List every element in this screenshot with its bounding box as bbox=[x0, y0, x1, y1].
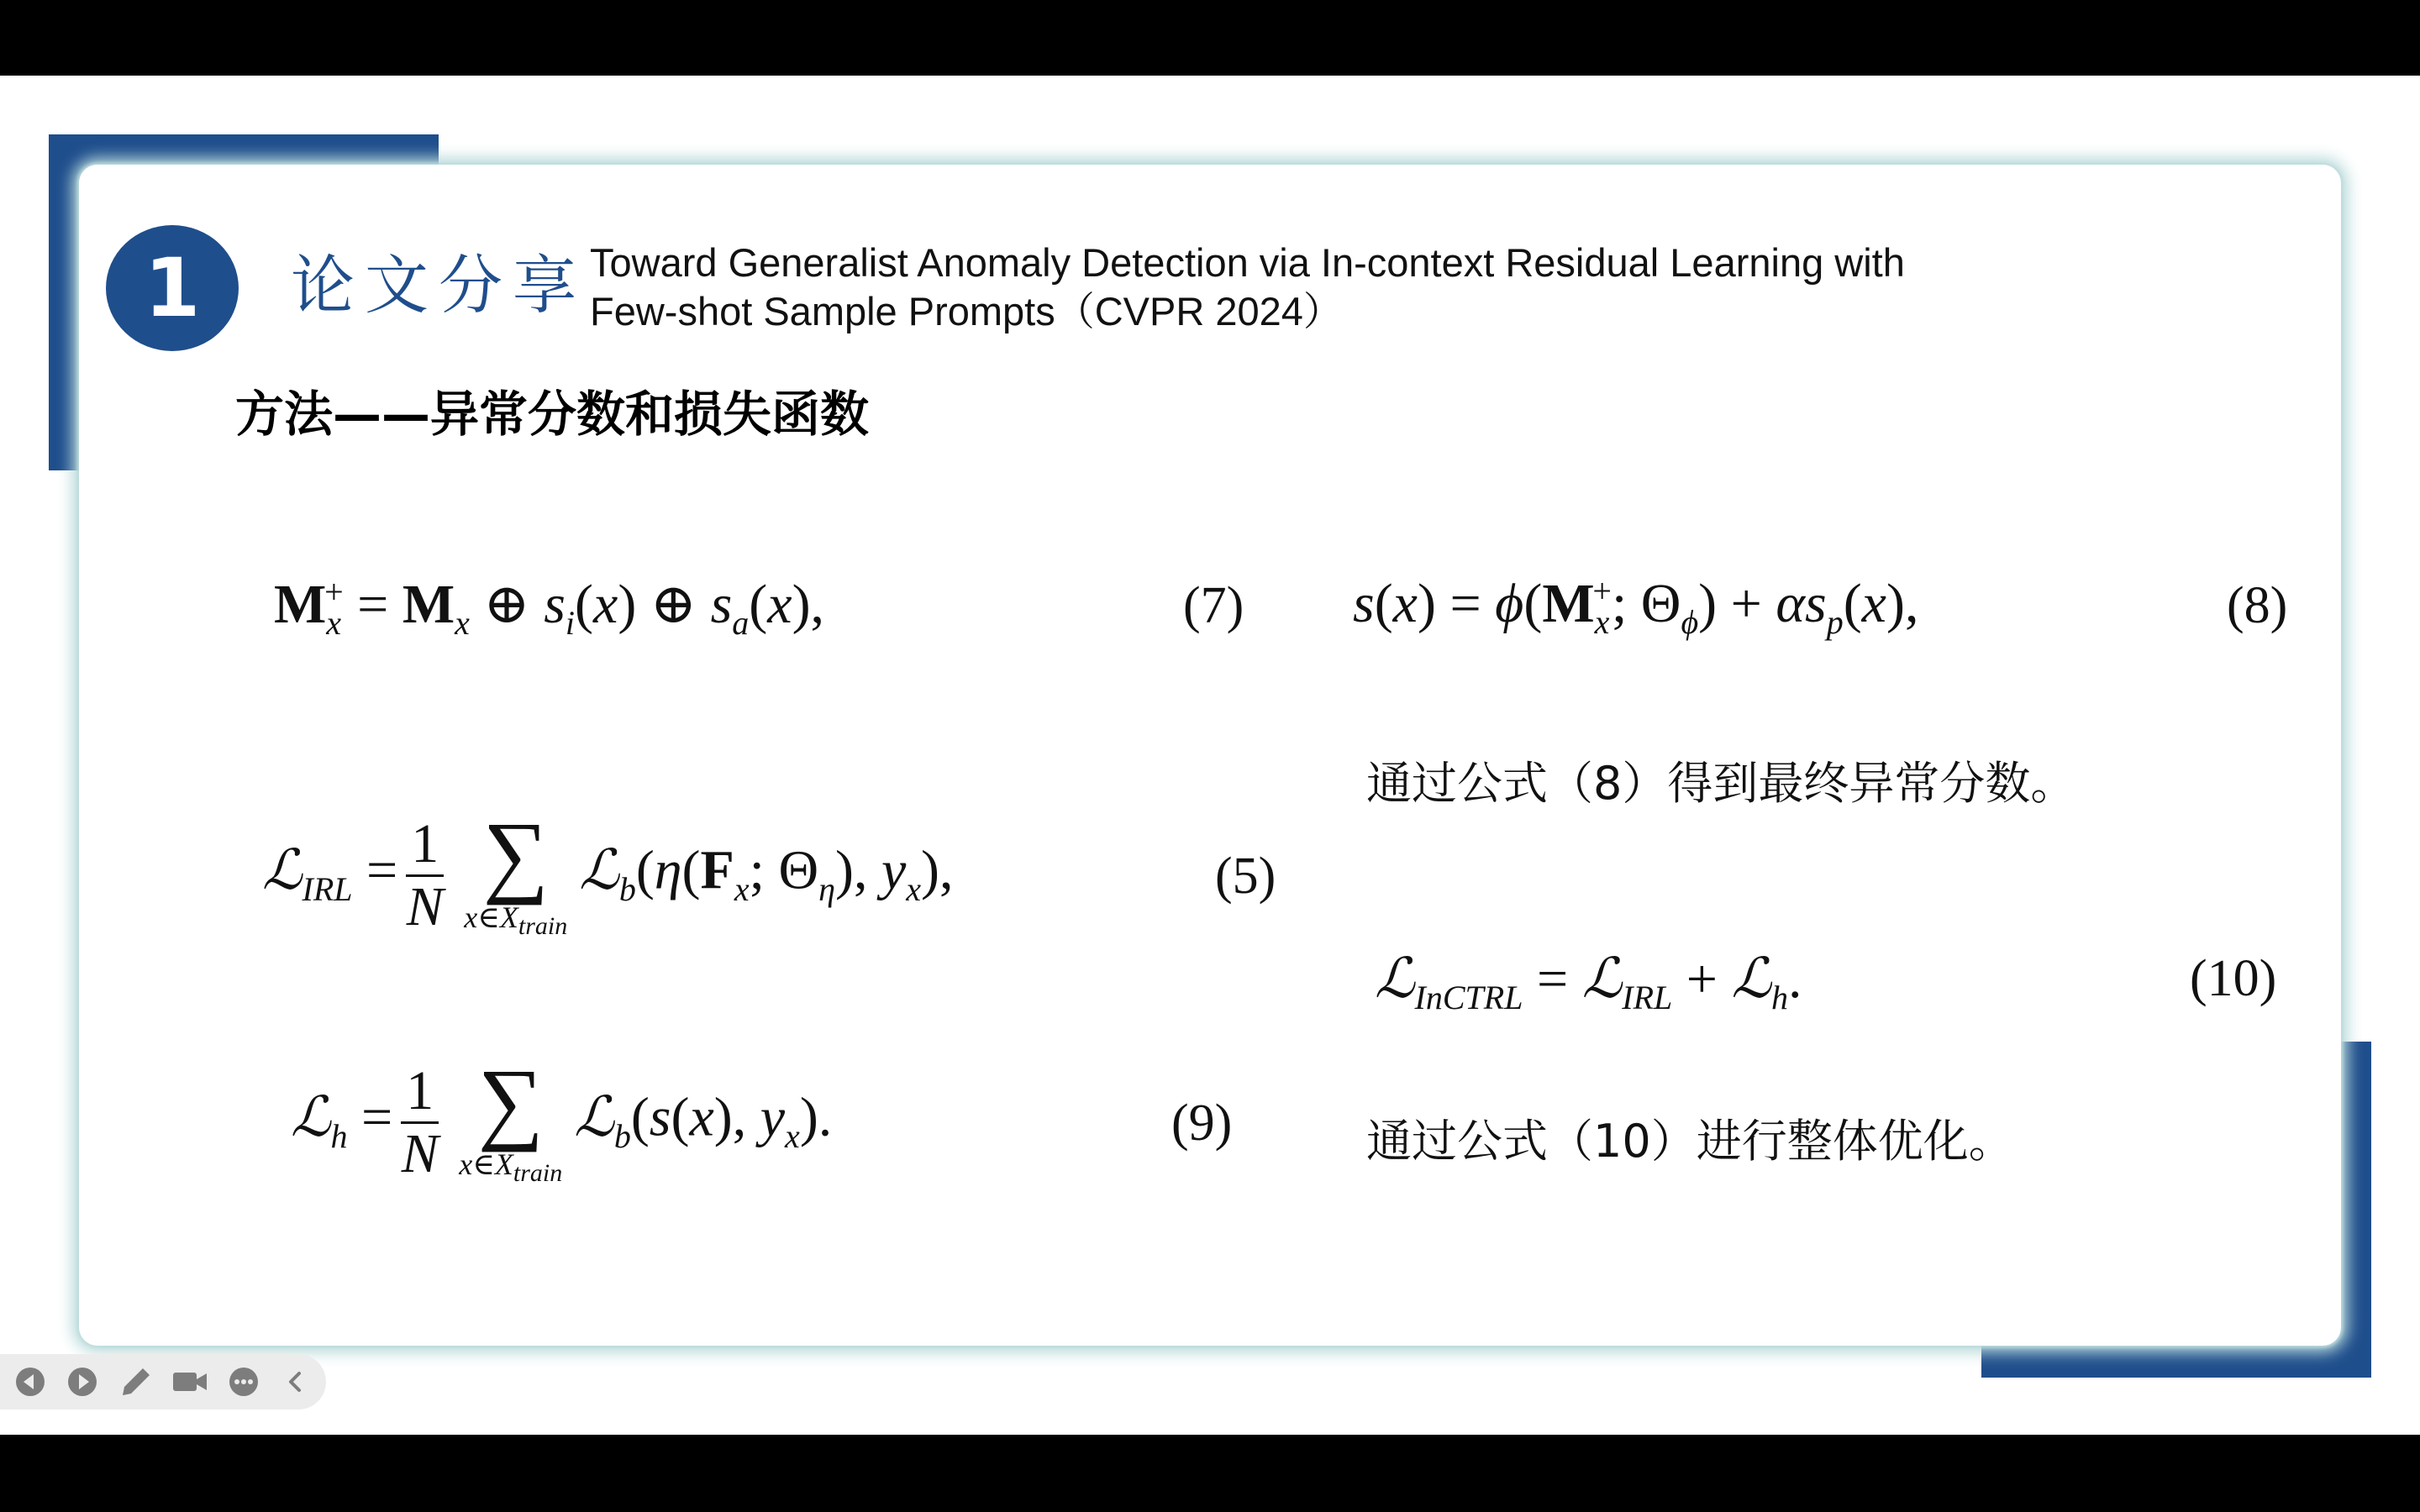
note-equation-8: 通过公式（8）得到最终异常分数。 bbox=[1366, 757, 2076, 810]
bottom-black-bar bbox=[0, 1435, 2420, 1512]
collapse-icon[interactable] bbox=[279, 1365, 313, 1399]
formula-5: ℒ$_{IRL}$ = $\frac{1}{N}$ ∑ $x\in X_{train}$ $ℒ_b(\eta(F_x$; $\Theta_\eta$), $y_x$), bbox=[262, 803, 954, 941]
section-title: 论文分享 bbox=[291, 248, 587, 323]
equation-number-8: (8) bbox=[2227, 577, 2288, 634]
formula-8: $s(x) = \phi(M_x^+$; $\Theta_\phi) + \alpha s_p(x)$, bbox=[1353, 572, 1919, 642]
equation-number-9: (9) bbox=[1171, 1095, 1233, 1152]
prev-icon[interactable] bbox=[13, 1365, 47, 1399]
equation-number-5: (5) bbox=[1215, 848, 1276, 905]
next-icon[interactable] bbox=[66, 1365, 99, 1399]
top-black-bar bbox=[0, 0, 2420, 76]
formula-7: $M_x^+ = M_x$ ⊕ $s_i(x)$ ⊕ $s_a(x)$, bbox=[274, 573, 825, 643]
formula-10: ℒ$_{InCTRL}$ = ℒ$_{IRL}$ + ℒ$_h$. bbox=[1375, 948, 1802, 1017]
note-equation-10: 通过公式（10）进行整体优化。 bbox=[1366, 1115, 2014, 1168]
pen-icon[interactable] bbox=[119, 1365, 153, 1399]
more-icon[interactable] bbox=[227, 1365, 260, 1399]
slide-heading: 方法——异常分数和损失函数 bbox=[235, 386, 870, 443]
equation-number-7: (7) bbox=[1183, 577, 1244, 634]
camera-icon[interactable] bbox=[171, 1365, 208, 1399]
paper-title bbox=[590, 239, 1905, 336]
presentation-toolbar bbox=[0, 1354, 326, 1410]
paper-title-line2: Few-shot Sample Prompts（CVPR 2024） bbox=[590, 289, 1343, 333]
equation-number-10: (10) bbox=[2190, 950, 2277, 1007]
section-number-badge: 1 bbox=[106, 225, 239, 351]
formula-9: ℒ$_h$ = $\frac{1}{N}$ ∑ $x\in X_{train}$ ℒ$_b$(s(x), $y_x$). bbox=[291, 1050, 833, 1188]
paper-title-line1: Toward Generalist Anomaly Detection via In-context Residual Learning with bbox=[590, 240, 1905, 285]
